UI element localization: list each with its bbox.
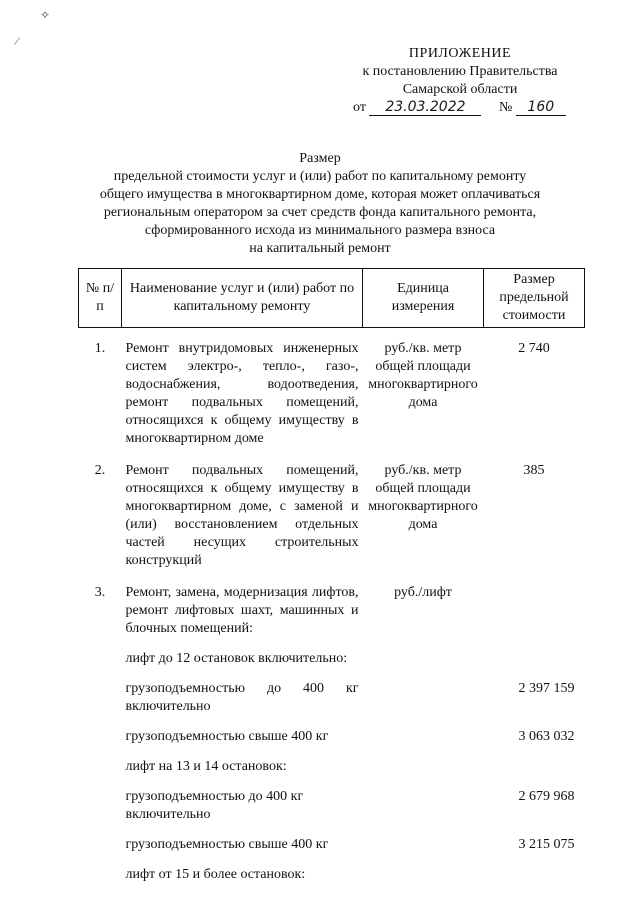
title-line: общего имущества в многоквартирном доме, которая может оплачиваться — [99, 187, 541, 202]
table-row — [79, 328, 585, 449]
lift-price: 3 063 032 — [518, 729, 575, 744]
row-price — [484, 570, 585, 638]
lift-group-row — [79, 638, 585, 668]
row-name: Ремонт подвальных помещений, относящихся к общему имуществу в многоквартирном доме, с заменой и (или) восстановлением отдельных частей несущих строительных конструкций — [125, 463, 359, 568]
decree-date-line — [353, 100, 566, 116]
header-name: Наименование услуг и (или) работ по капитальному ремонту — [122, 269, 363, 328]
title-line: предельной стоимости услуг и (или) работ по капитальному ремонту — [113, 169, 527, 184]
lift-capacity-label: грузоподъемностью до 400 кг включительно — [125, 681, 359, 714]
scan-mark: ✧ — [40, 8, 51, 22]
header-price: Размер предельной стоимости — [484, 269, 585, 328]
row-num: 1. — [94, 341, 106, 356]
lift-capacity-label: грузоподъемностью свыше 400 кг — [125, 837, 329, 852]
lift-subrow — [79, 776, 585, 824]
lift-subrow — [79, 668, 585, 716]
lift-group-row — [79, 746, 585, 776]
row-name: Ремонт внутридомовых инженерных систем электро-, тепло-, газо-, водоснабжения, водоотведения, ремонт подвальных помещений, относящихся к общему имуществу в многоквартирном доме — [125, 341, 359, 446]
lift-price: 3 215 075 — [518, 837, 575, 852]
date-prefix: от — [353, 100, 366, 115]
appendix-block — [330, 45, 590, 99]
title-line: сформированного исхода из минимального размера взноса — [144, 223, 496, 238]
table-header-row — [79, 269, 585, 328]
lift-group-label: лифт на 13 и 14 остановок: — [125, 759, 287, 774]
decree-date: 23.03.2022 — [369, 100, 481, 116]
header-unit: Единица измерения — [363, 269, 484, 328]
decree-number: 160 — [516, 100, 566, 116]
lift-price: 2 397 159 — [518, 681, 575, 696]
scan-mark: ⁄ — [16, 34, 19, 48]
title-line: на капитальный ремонт — [249, 241, 391, 256]
row-unit: руб./кв. метр общей площади многоквартирного дома — [368, 463, 478, 532]
lift-subrow — [79, 824, 585, 854]
number-prefix: № — [498, 100, 513, 115]
appendix-title: ПРИЛОЖЕНИЕ — [408, 46, 512, 61]
lift-price: 2 679 968 — [518, 789, 575, 804]
lift-subrow — [79, 716, 585, 746]
header-num: № п/п — [79, 269, 122, 328]
appendix-line: к постановлению Правительства — [362, 64, 558, 79]
row-name: Ремонт, замена, модернизация лифтов, ремонт лифтовых шахт, машинных и блочных помещений: — [125, 585, 359, 636]
row-num: 2. — [94, 463, 106, 478]
row-unit: руб./кв. метр общей площади многоквартирного дома — [368, 341, 478, 410]
table-row — [79, 570, 585, 638]
row-num: 3. — [94, 585, 106, 600]
row-price: 385 — [523, 463, 545, 478]
lift-capacity-label: грузоподъемностью свыше 400 кг — [125, 729, 329, 744]
document-title — [60, 150, 580, 258]
table-row — [79, 448, 585, 570]
title-line: Размер — [299, 151, 341, 166]
lift-capacity-label: грузоподъемностью до 400 кг включительно — [125, 789, 304, 822]
appendix-line: Самарской области — [402, 82, 518, 97]
lift-group-label: лифт до 12 остановок включительно: — [125, 651, 348, 666]
lift-group-row — [79, 854, 585, 884]
cost-table — [78, 268, 585, 884]
row-price: 2 740 — [518, 341, 550, 356]
row-unit: руб./лифт — [394, 585, 452, 600]
title-line: региональным оператором за счет средств фонда капитального ремонта, — [103, 205, 537, 220]
lift-group-label: лифт от 15 и более остановок: — [125, 867, 306, 882]
